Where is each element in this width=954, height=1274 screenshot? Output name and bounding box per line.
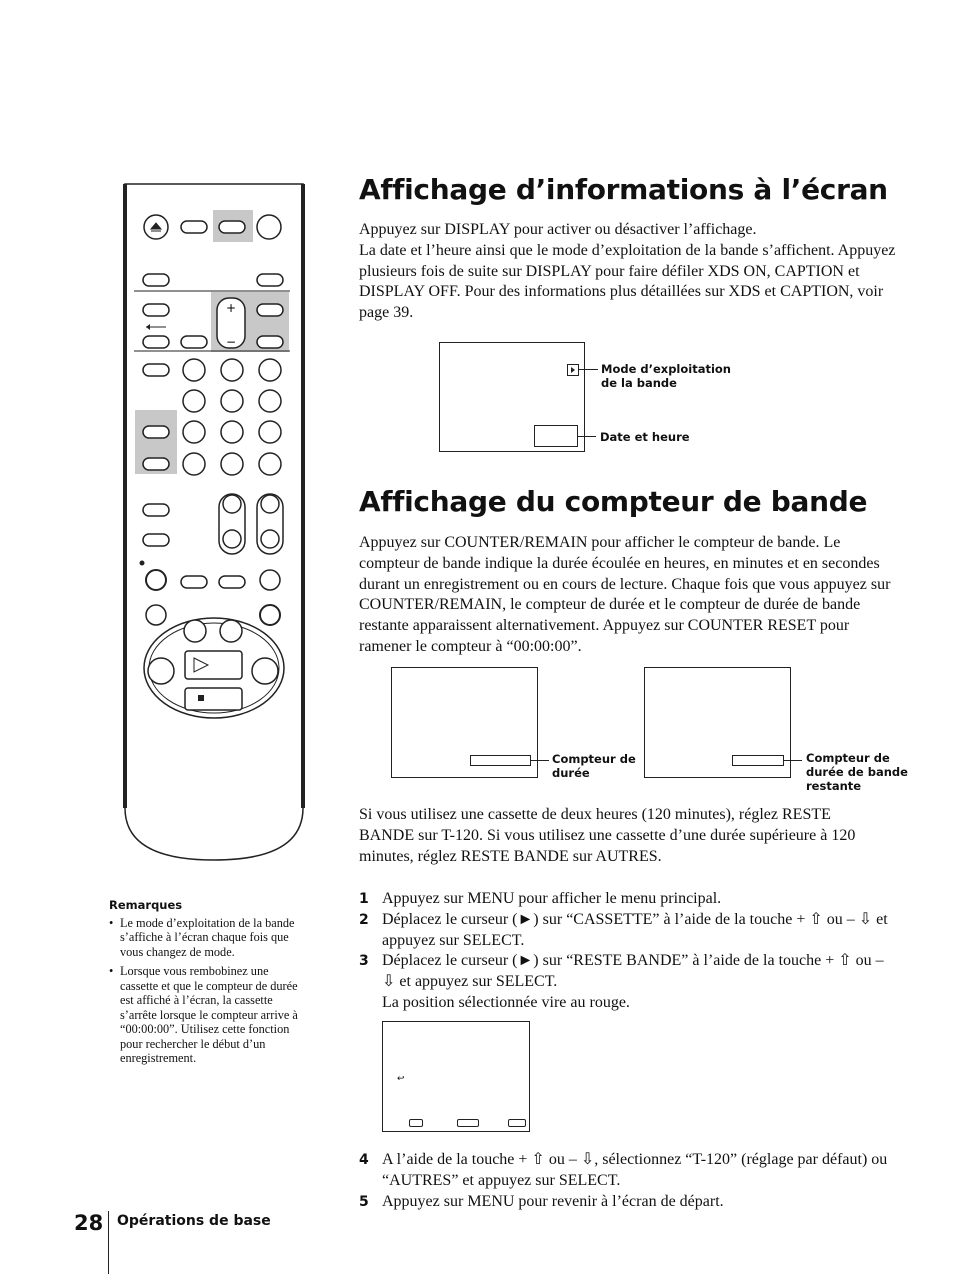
- footer-section-name: Opérations de base: [117, 1213, 271, 1229]
- section1-title: Affichage d’informations à l’écran: [359, 173, 888, 206]
- steps-list-1-3: [359, 889, 889, 1014]
- section1-paragraph: Appuyez sur DISPLAY pour activer ou désactiver l’affichage. La date et l’heure ainsi que le mode d’exploitation de la bande s’affichent. Appuyez plusieurs fois de suite sur DISPLAY pour faire défiler XDS ON, CAPTION et DISPLAY OFF. Pour des informations plus détaillées sur XDS et CAPTION, voir page 39.: [359, 221, 896, 322]
- notes-heading: Remarques: [109, 898, 183, 912]
- page-number: 28: [74, 1211, 104, 1235]
- menu-option-box: [457, 1119, 479, 1127]
- leader-line: [578, 436, 596, 437]
- callout-remain: Compteur de durée de bande restante: [806, 751, 908, 793]
- menu-screen-diagram: [382, 1021, 530, 1132]
- steps-list-4-5: [359, 1150, 889, 1212]
- date-time-box: [534, 425, 578, 447]
- step-item: 3 Déplacez le curseur (►) sur “RESTE BANDE” à l’aide de la touche + ⇧ ou – ⇩ et appuyez sur SELECT. La position sélectionnée vire au rouge.: [359, 952, 884, 1011]
- svg-text:+: +: [225, 301, 237, 315]
- note-item: • Lorsque vous rembobinez une cassette et que le compteur de durée est affiché à l’écran, la cassette s’arrête lorsque le compteur arrive à “00:00:00”. Utilisez cette fonction pour rechercher le début d’un enregistrement.: [109, 964, 298, 1065]
- step-item: 2 Déplacez le curseur (►) sur “CASSETTE” à l’aide de la touche + ⇧ ou – ⇩ et appuyez sur SELECT.: [359, 910, 888, 949]
- play-mode-icon: [567, 364, 579, 376]
- section2-title: Affichage du compteur de bande: [359, 485, 868, 518]
- callout-tape-mode: Mode d’exploitation de la bande: [601, 362, 731, 390]
- step-item: 4 A l’aide de la touche + ⇧ ou – ⇩, sélectionnez “T-120” (réglage par défaut) ou “AUTRES” et appuyez sur SELECT.: [359, 1151, 888, 1189]
- counter-box: [470, 755, 531, 766]
- callout-date-time: Date et heure: [600, 430, 690, 444]
- remote-control-illustration: [118, 178, 310, 868]
- leader-line: [531, 760, 549, 761]
- callout-counter: Compteur de durée: [552, 752, 636, 780]
- notes-list: [109, 916, 304, 1066]
- leader-line: [784, 760, 802, 761]
- menu-tape-icon: [409, 1119, 423, 1127]
- svg-text:−: −: [225, 335, 237, 349]
- notes-box: [109, 898, 304, 1071]
- step-item: 5 Appuyez sur MENU pour revenir à l’écran de départ.: [359, 1192, 724, 1210]
- leader-line: [579, 369, 598, 370]
- section2-paragraph2: Si vous utilisez une cassette de deux heures (120 minutes), réglez RESTE BANDE sur T-120. Si vous utilisez une cassette d’une durée supérieure à 120 minutes, réglez RESTE BANDE sur AUTRES.: [359, 806, 856, 865]
- menu-option-box: [508, 1119, 526, 1127]
- remain-box: [732, 755, 784, 766]
- section2-paragraph: Appuyez sur COUNTER/REMAIN pour afficher le compteur de bande. Le compteur de bande indique la durée écoulée en heures, en minutes et en secondes durant un enregistrement ou en cours de lecture. Chaque fois que vous appuyez sur COUNTER/REMAIN, le compteur de durée et le compteur de durée de bande restante apparaissent alternativement. Appuyez sur COUNTER RESET pour ramener le compteur à “00:00:00”.: [359, 534, 891, 655]
- step-item: 1 Appuyez sur MENU pour afficher le menu principal.: [359, 890, 722, 907]
- cursor-icon: ↩: [397, 1073, 405, 1083]
- note-item: • Le mode d’exploitation de la bande s’affiche à l’écran chaque fois que vous changez de mode.: [109, 915, 295, 959]
- footer-divider: [108, 1211, 109, 1274]
